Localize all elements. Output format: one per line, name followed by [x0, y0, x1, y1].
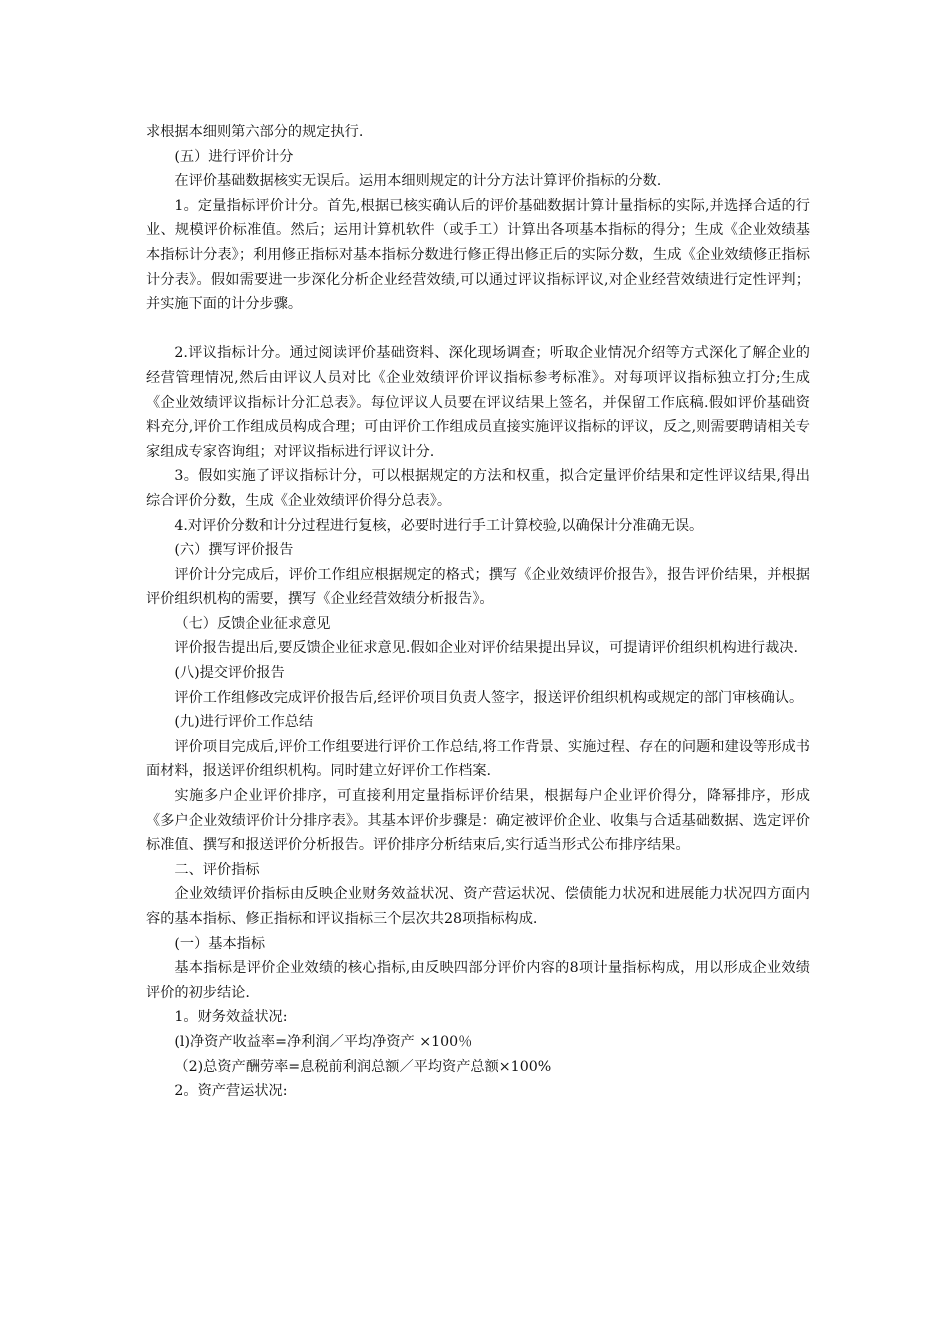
paragraph: 在评价基础数据核实无误后。运用本细则规定的计分方法计算评价指标的分数. [174, 173, 662, 190]
paragraph-quantitative-scoring: 1。定量指标评价计分。首先,根据已核实确认后的评价基础数据计算计量指标的实际,并选择合适的行业、规模评价标准值。然后；运用计算机软件（或手工）计算出各项基本指标的得分；生成《企业效绩基本指标计分表》；利用修正指标对基本指标分数进行修正得出修正后的实际分数，生成《企业效绩修正指标计分表》。假如需要进一步深化分析企业经营效绩,可以通过评议指标评议,对企业经营效绩进行定性评判；并实施下面的计分步骤。 [146, 197, 810, 313]
list-item-financial-status: 1。财务效益状况: [174, 1009, 288, 1026]
formula-roe: (l)净资产收益率=净利润／平均净资产 ×100％ [174, 1033, 473, 1050]
section-heading-6: (六）撰写评价报告 [174, 542, 294, 559]
formula-roa: （2)总资产酬劳率=息税前利润总额／平均资产总额×100% [174, 1058, 552, 1075]
section-heading-5: (五）进行评价计分 [174, 148, 294, 165]
paragraph: 4.对评价分数和计分过程进行复核，必要时进行手工计算校验,以确保计分准确无误。 [174, 517, 704, 534]
paragraph: 评价报告提出后,要反馈企业征求意见.假如企业对评价结果提出异议，可提请评价组织机构进行裁决. [174, 640, 798, 657]
section-heading-7: （七）反馈企业征求意见 [174, 615, 331, 632]
paragraph-qualitative-scoring: 2.评议指标计分。通过阅读评价基础资料、深化现场调查；听取企业情况介绍等方式深化了解企业的经营管理情况,然后由评议人员对比《企业效绩评价评议指标参考标准》。对每项评议指标独立打分;生成《企业效绩评议指标计分汇总表》。每位评议人员要在评议结果上签名，并保留工作底稿.假如评价基础资料充分,评价工作组成员构成合理；可由评价工作组成员直接实施评议指标的评议，反之,则需要聘请相关专家组成专家咨询组；对评议指标进行评议计分. [146, 345, 810, 460]
document-page [146, 120, 810, 1104]
paragraph: 基本指标是评价企业效绩的核心指标,由反映四部分评价内容的8项计量指标构成，用以形成企业效绩评价的初步结论. [146, 960, 810, 1001]
section-heading-9: (九)进行评价工作总结 [174, 714, 314, 731]
paragraph: 评价计分完成后，评价工作组应根据规定的格式；撰写《企业效绩评价报告》，报告评价结果，并根据评价组织机构的需要，撰写《企业经营效绩分析报告》。 [146, 566, 810, 608]
paragraph: 实施多户企业评价排序，可直接利用定量指标评价结果，根据每户企业评价得分，降幂排序，形成《多户企业效绩评价计分排序表》。其基本评价步骤是：确定被评价企业、收集与合适基础数据、选定评价标准值、撰写和报送评价分析报告。评价排序分析结束后,实行适当形式公布排序结果。 [146, 788, 810, 854]
paragraph: 3。假如实施了评议指标计分，可以根据规定的方法和权重，拟合定量评价结果和定性评议结果,得出综合评价分数，生成《企业效绩评价得分总表》。 [146, 468, 810, 509]
paragraph-continuation: 求根据本细则第六部分的规定执行. [146, 124, 364, 140]
chapter-heading-evaluation-indicators: 二、评价指标 [174, 861, 260, 878]
paragraph: 评价工作组修改完成评价报告后,经评价项目负责人签字，报送评价组织机构或规定的部门审核确认。 [174, 689, 804, 706]
section-heading-8: (八)提交评价报告 [174, 665, 285, 682]
paragraph: 评价项目完成后,评价工作组要进行评价工作总结,将工作背景、实施过程、存在的问题和建设等形成书面材料，报送评价组织机构。同时建立好评价工作档案. [146, 738, 810, 780]
section-heading-basic-indicators: (一）基本指标 [174, 935, 266, 952]
paragraph-gap [146, 317, 810, 342]
list-item-asset-operation: 2。资产营运状况: [174, 1083, 288, 1100]
paragraph: 企业效绩评价指标由反映企业财务效益状况、资产营运状况、偿债能力状况和进展能力状况四方面内容的基本指标、修正指标和评议指标三个层次共28项指标构成. [146, 886, 810, 927]
